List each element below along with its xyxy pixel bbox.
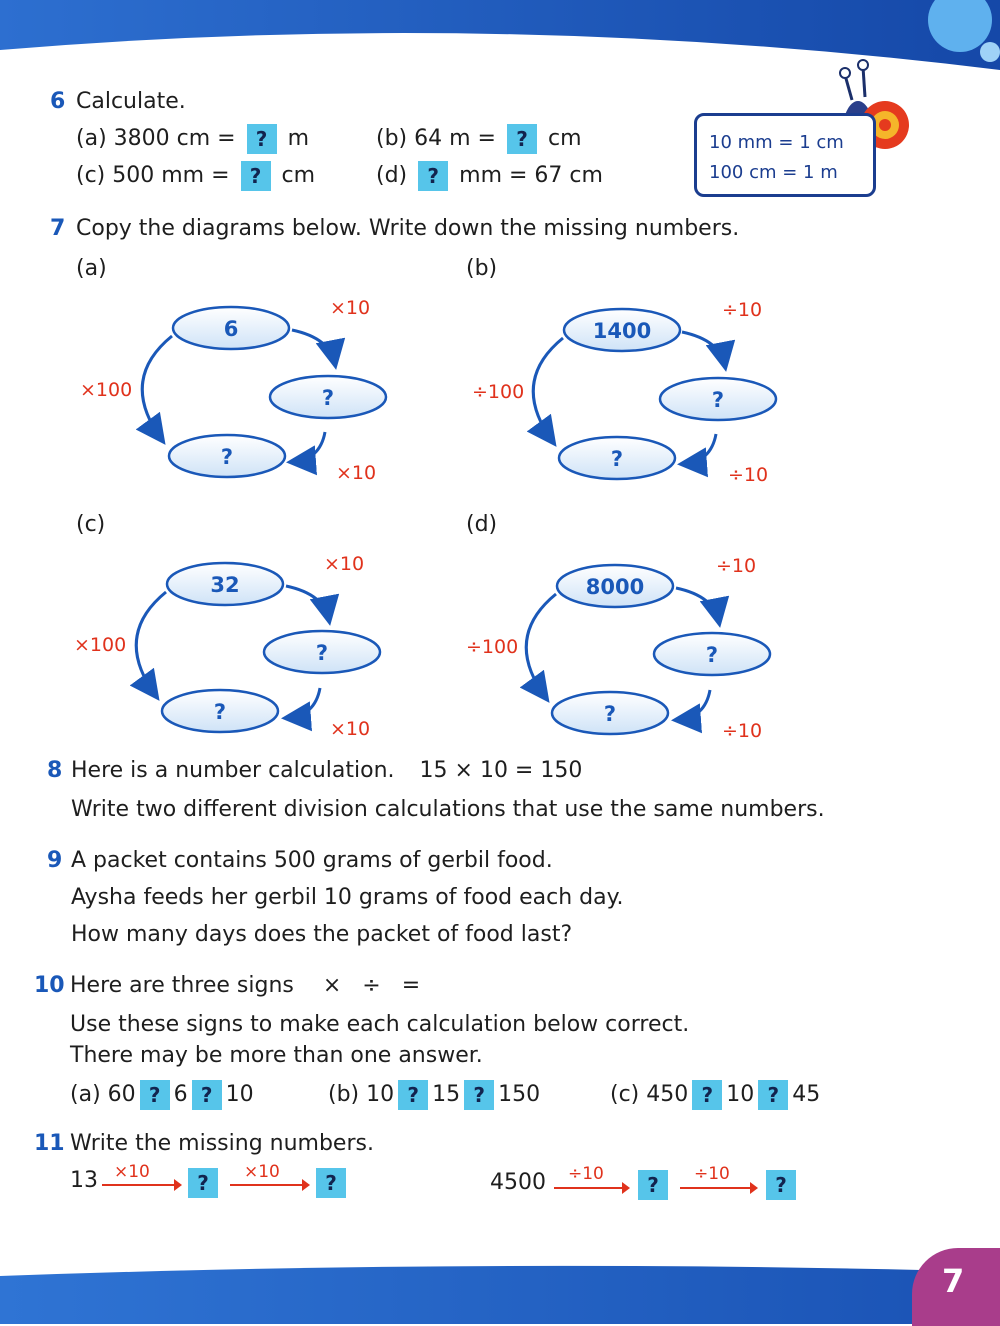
q6-b-label: (b) <box>376 126 408 151</box>
answer-box[interactable]: ? <box>758 1080 788 1110</box>
arrow-icon <box>533 338 563 442</box>
q10-line3: There may be more than one answer. <box>70 1043 483 1068</box>
diagram-b-mid[interactable]: ? <box>711 388 725 412</box>
diagram-c-op-left: ×100 <box>74 634 127 656</box>
q6-a-label: (a) <box>76 126 107 151</box>
diagram-d-label: (d) <box>466 512 498 537</box>
answer-box[interactable]: ? <box>316 1168 346 1198</box>
q10-line1 <box>70 973 420 998</box>
arrow-icon <box>526 594 556 698</box>
arrow-icon <box>683 434 716 464</box>
diagram-b-start: 1400 <box>592 319 652 343</box>
q7-number: 7 <box>50 216 66 241</box>
diagram-d-start: 8000 <box>585 575 645 599</box>
q11-number: 11 <box>34 1131 65 1156</box>
q9-line3: How many days does the packet of food last? <box>71 922 573 947</box>
arrow-icon <box>136 592 166 696</box>
q10-a-label: (a) <box>70 1082 101 1107</box>
q10-b-n2: 15 <box>432 1082 461 1107</box>
answer-box[interactable]: ? <box>507 124 537 154</box>
diagram-d-op-top: ÷10 <box>716 555 757 577</box>
q10-c-label: (c) <box>610 1082 640 1107</box>
q11-chain1-op2: ×10 <box>244 1162 280 1182</box>
diagram-a-start: 6 <box>223 317 239 341</box>
q6-a-right: m <box>287 126 310 151</box>
q6-b-right: cm <box>548 126 582 151</box>
q10-signs: × ÷ = <box>322 973 421 998</box>
q10-c <box>610 1080 820 1110</box>
diagram-a-op-left: ×100 <box>80 379 133 401</box>
q6-b-left: 64 m = <box>414 126 496 151</box>
page-number: 7 <box>942 1262 965 1300</box>
q8-calc: 15 × 10 = 150 <box>419 758 583 783</box>
q6-number: 6 <box>50 89 66 114</box>
arrow-icon <box>142 336 172 440</box>
diagram-c-label: (c) <box>76 512 106 537</box>
q10-b-n3: 150 <box>498 1082 541 1107</box>
q10-b-n1: 10 <box>366 1082 395 1107</box>
diagram-b-end[interactable]: ? <box>610 447 624 471</box>
arrow-icon <box>676 588 719 622</box>
answer-box[interactable]: ? <box>766 1170 796 1200</box>
q11-chain2-op1: ÷10 <box>568 1164 604 1184</box>
diagram-b-label: (b) <box>466 256 498 281</box>
diagram-b-op-left: ÷100 <box>472 381 525 403</box>
answer-box[interactable]: ? <box>464 1080 494 1110</box>
q10-b-label: (b) <box>328 1082 360 1107</box>
q9-number: 9 <box>47 848 63 873</box>
q11-chain2-start: 4500 <box>490 1170 546 1195</box>
answer-box[interactable]: ? <box>241 161 271 191</box>
diagram-a-end[interactable]: ? <box>220 445 234 469</box>
diagram-c-op-top: ×10 <box>324 553 365 575</box>
diagram-d-op-bottom: ÷10 <box>722 720 763 742</box>
diagram-a <box>80 297 386 484</box>
q10-c-n2: 10 <box>726 1082 755 1107</box>
arrowhead-icon <box>622 1182 630 1194</box>
answer-box[interactable]: ? <box>692 1080 722 1110</box>
bottom-banner <box>0 1262 1000 1324</box>
answer-box[interactable]: ? <box>247 124 277 154</box>
diagram-c-start: 32 <box>210 573 240 597</box>
diagram-d-op-left: ÷100 <box>466 636 519 658</box>
page-number-badge <box>912 1248 1000 1326</box>
arrow-icon <box>292 432 325 462</box>
q10-a-n3: 10 <box>225 1082 254 1107</box>
diagram-d-end[interactable]: ? <box>603 702 617 726</box>
diagram-a-mid[interactable]: ? <box>321 386 335 410</box>
q11-chain1-start: 13 <box>70 1168 98 1193</box>
q11-chain1-op1: ×10 <box>114 1162 150 1182</box>
q10-b <box>328 1080 540 1110</box>
q6-d-right: mm = 67 cm <box>459 163 603 188</box>
q10-intro: Here are three signs <box>70 973 294 998</box>
arrow-icon <box>230 1184 306 1186</box>
arrow-icon <box>677 690 710 720</box>
q9-line2: Aysha feeds her gerbil 10 grams of food each day. <box>71 885 624 910</box>
q10-line2: Use these signs to make each calculation below correct. <box>70 1012 690 1037</box>
q10-c-n3: 45 <box>792 1082 821 1107</box>
q10-number: 10 <box>34 973 65 998</box>
diagram-a-label: (a) <box>76 256 107 281</box>
q8-line1 <box>71 758 582 783</box>
diagram-b <box>472 299 776 486</box>
q6-c-right: cm <box>281 163 316 188</box>
answer-box[interactable]: ? <box>192 1080 222 1110</box>
diagram-c-op-bottom: ×10 <box>330 718 371 740</box>
q10-a-n1: 60 <box>107 1082 136 1107</box>
diagram-c-end[interactable]: ? <box>213 700 227 724</box>
answer-box[interactable]: ? <box>398 1080 428 1110</box>
q8-intro: Here is a number calculation. <box>71 758 395 783</box>
q6-a-left: 3800 cm = <box>113 126 236 151</box>
diagram-a-op-bottom: ×10 <box>336 462 377 484</box>
q9-line1: A packet contains 500 grams of gerbil food. <box>71 848 553 873</box>
diagram-c <box>74 553 380 740</box>
q8-line2: Write two different division calculations that use the same numbers. <box>71 797 825 822</box>
q6-c-label: (c) <box>76 163 106 188</box>
arrow-icon <box>682 332 725 366</box>
q6-c-left: 500 mm = <box>112 163 230 188</box>
q10-a-n2: 6 <box>173 1082 188 1107</box>
q11-title: Write the missing numbers. <box>70 1131 374 1156</box>
q6-d-label: (d) <box>376 163 408 188</box>
arrow-icon <box>287 688 320 718</box>
arrow-icon <box>292 330 335 364</box>
answer-box[interactable]: ? <box>140 1080 170 1110</box>
note-line-2: 100 cm = 1 m <box>709 162 838 183</box>
q8-number: 8 <box>47 758 63 783</box>
q7-title: Copy the diagrams below. Write down the missing numbers. <box>76 216 740 241</box>
diagram-b-op-bottom: ÷10 <box>728 464 769 486</box>
answer-box[interactable]: ? <box>188 1168 218 1198</box>
note-line-1: 10 mm = 1 cm <box>709 132 844 153</box>
diagram-c-mid[interactable]: ? <box>315 641 329 665</box>
arrowhead-icon <box>750 1182 758 1194</box>
answer-box[interactable]: ? <box>418 161 448 191</box>
arrow-icon <box>554 1187 626 1189</box>
q11-chain2-op2: ÷10 <box>694 1164 730 1184</box>
diagram-d-mid[interactable]: ? <box>705 643 719 667</box>
q10-c-n1: 450 <box>646 1082 689 1107</box>
arrow-icon <box>102 1184 178 1186</box>
answer-box[interactable]: ? <box>638 1170 668 1200</box>
arrowhead-icon <box>174 1179 182 1191</box>
q10-a <box>70 1080 254 1110</box>
diagram-a-op-top: ×10 <box>330 297 371 319</box>
diagram-d <box>466 555 770 742</box>
q6-title: Calculate. <box>76 89 186 114</box>
arrowhead-icon <box>302 1179 310 1191</box>
diagram-b-op-top: ÷10 <box>722 299 763 321</box>
arrow-icon <box>680 1187 754 1189</box>
arrow-icon <box>286 586 329 620</box>
